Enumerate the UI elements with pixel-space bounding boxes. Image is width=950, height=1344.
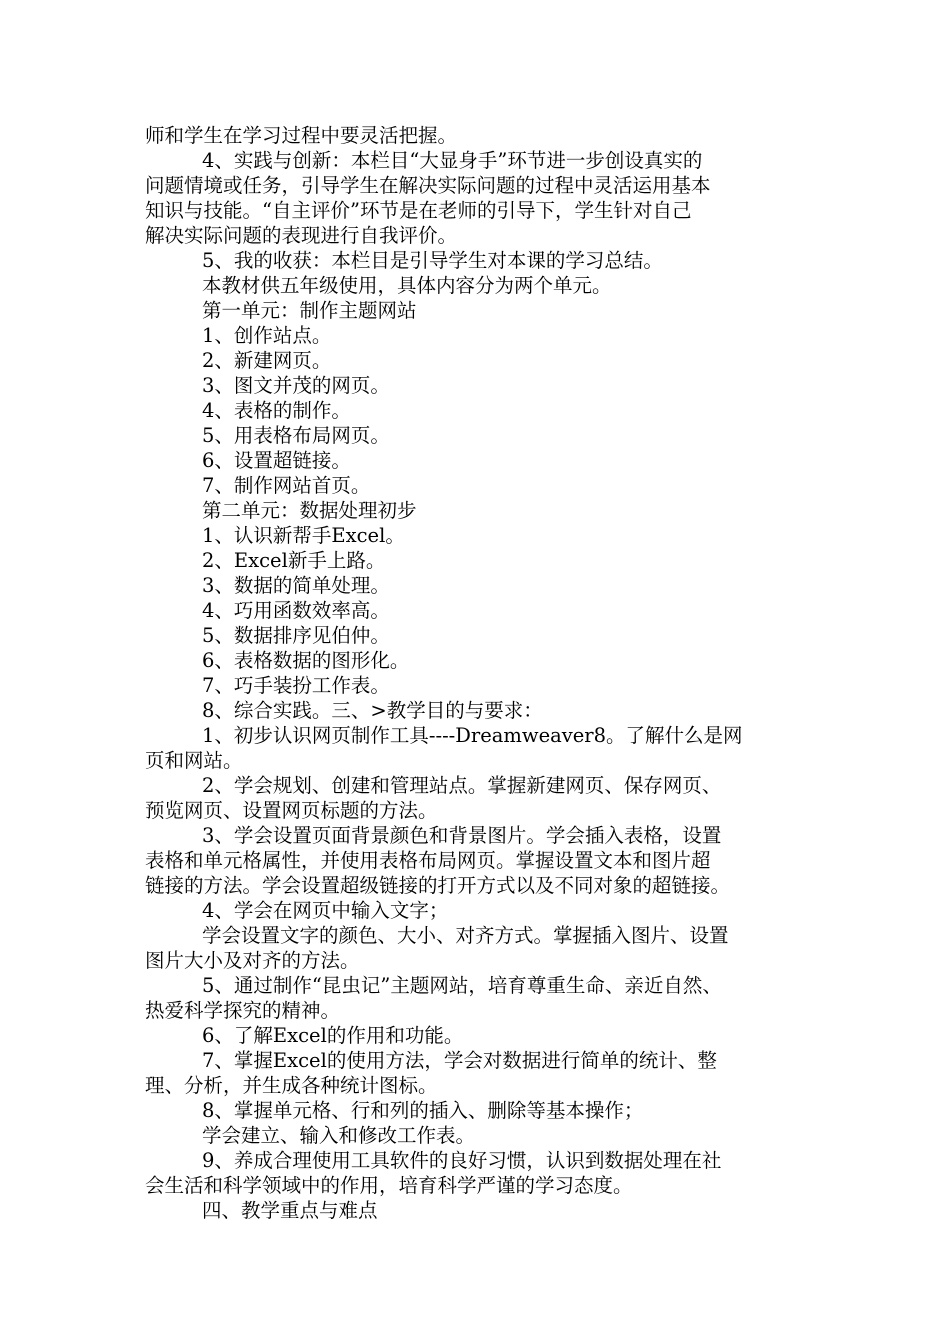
- text-line: 页和网站。: [145, 749, 243, 772]
- text-line: 4、巧用函数效率高。: [202, 599, 390, 622]
- text-line: 四、教学重点与难点: [202, 1199, 378, 1222]
- text-line: 5、数据排序见伯仲。: [202, 624, 390, 647]
- text-line: 7、掌握Excel的使用方法，学会对数据进行简单的统计、整: [202, 1049, 717, 1072]
- text-line: 学会建立、输入和修改工作表。: [202, 1124, 476, 1147]
- text-line: 第二单元：数据处理初步: [202, 499, 417, 522]
- text-line: 热爱科学探究的精神。: [145, 999, 341, 1022]
- text-line: 解决实际问题的表现进行自我评价。: [145, 224, 458, 247]
- text-line: 1、创作站点。: [202, 324, 332, 347]
- text-line: 图片大小及对齐的方法。: [145, 949, 360, 972]
- text-line: 9、养成合理使用工具软件的良好习惯，认识到数据处理在社: [202, 1149, 722, 1172]
- text-line: 会生活和科学领域中的作用，培育科学严谨的学习态度。: [145, 1174, 633, 1197]
- text-line: 表格和单元格属性，并使用表格布局网页。掌握设置文本和图片超: [145, 849, 711, 872]
- text-line: 6、表格数据的图形化。: [202, 649, 410, 672]
- text-line: 知识与技能。“自主评价”环节是在老师的引导下，学生针对自己: [145, 199, 692, 222]
- text-line: 6、设置超链接。: [202, 449, 351, 472]
- text-line: 学会设置文字的颜色、大小、对齐方式。掌握插入图片、设置: [202, 924, 729, 947]
- text-line: 预览网页、设置网页标题的方法。: [145, 799, 438, 822]
- text-line: 第一单元：制作主题网站: [202, 299, 417, 322]
- text-line: 5、通过制作“昆虫记”主题网站，培育尊重生命、亲近自然、: [202, 974, 722, 997]
- text-line: 4、学会在网页中输入文字；: [202, 899, 449, 922]
- text-line: 8、综合实践。三、>教学目的与要求：: [202, 699, 543, 722]
- text-line: 7、巧手装扮工作表。: [202, 674, 390, 697]
- text-line: 5、我的收获：本栏目是引导学生对本课的学习总结。: [202, 249, 663, 272]
- text-line: 1、认识新帮手Excel。: [202, 524, 405, 547]
- text-line: 7、制作网站首页。: [202, 474, 371, 497]
- text-line: 3、学会设置页面背景颜色和背景图片。学会插入表格，设置: [202, 824, 722, 847]
- text-line: 1、初步认识网页制作工具----Dreamweaver8。了解什么是网: [202, 724, 743, 747]
- text-line: 6、了解Excel的作用和功能。: [202, 1024, 464, 1047]
- text-line: 3、图文并茂的网页。: [202, 374, 390, 397]
- text-line: 3、数据的简单处理。: [202, 574, 390, 597]
- text-line: 4、实践与创新：本栏目“大显身手”环节进一步创设真实的: [202, 149, 703, 172]
- text-line: 2、学会规划、创建和管理站点。掌握新建网页、保存网页、: [202, 774, 722, 797]
- text-line: 4、表格的制作。: [202, 399, 351, 422]
- text-line: 本教材供五年级使用，具体内容分为两个单元。: [202, 274, 612, 297]
- text-line: 5、用表格布局网页。: [202, 424, 390, 447]
- text-line: 2、新建网页。: [202, 349, 332, 372]
- text-line: 师和学生在学习过程中要灵活把握。: [145, 124, 458, 147]
- document-body: [145, 123, 835, 1223]
- text-line: 8、掌握单元格、行和列的插入、删除等基本操作；: [202, 1099, 644, 1122]
- text-line: 链接的方法。学会设置超级链接的打开方式以及不同对象的超链接。: [145, 874, 731, 897]
- text-line: 理、分析，并生成各种统计图标。: [145, 1074, 438, 1097]
- text-line: 问题情境或任务，引导学生在解决实际问题的过程中灵活运用基本: [145, 174, 711, 197]
- text-line: 2、Excel新手上路。: [202, 549, 386, 572]
